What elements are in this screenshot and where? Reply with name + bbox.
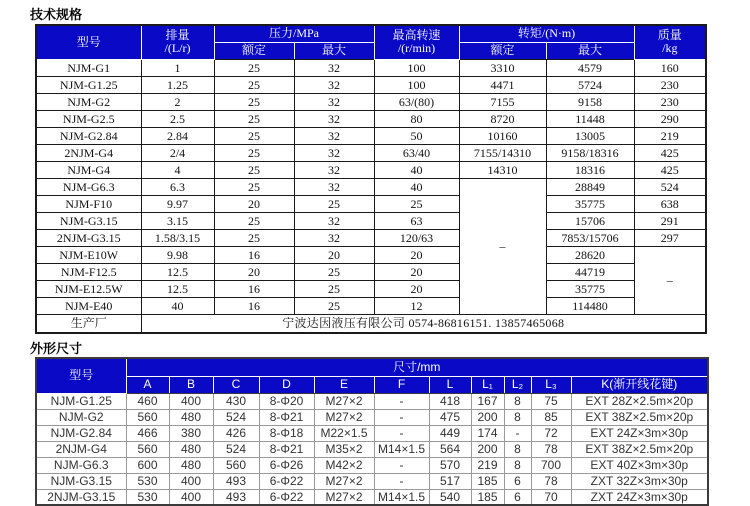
col-header-torque: 转矩/(N·m) [459,25,634,42]
cell-value: M35×2 [314,441,374,457]
cell-value: M14×1.5 [374,489,429,505]
cell-value: 8 [504,457,531,473]
table-row [36,144,706,161]
cell-value: 167 [471,393,504,409]
cell-model: NJM-G2 [36,93,141,110]
cell-value: 524 [634,178,706,195]
cell-model: NJM-G3.15 [36,212,141,229]
cell-value: 4 [141,161,214,178]
cell-model: 2NJM-G3.15 [36,489,126,505]
cell-value: 6-Φ22 [259,489,314,505]
cell-value: - [374,473,429,489]
cell-model: NJM-G2.84 [36,127,141,144]
cell-value: 13005 [546,127,634,144]
cell-value: 430 [213,393,259,409]
cell-value: 8-Φ21 [259,409,314,425]
cell-value: 200 [471,409,504,425]
cell-value: 70 [531,489,571,505]
cell-value: 291 [634,212,706,229]
cell-spline: EXT 38Z×2.5m×20p [571,409,708,425]
col-header-mass [634,25,706,59]
cell-value: 9.97 [141,195,214,212]
table-row [36,441,708,457]
cell-value: 6 [504,473,531,489]
cell-value: 9.98 [141,246,214,263]
cell-value: 32 [294,212,374,229]
cell-value: 2.5 [141,110,214,127]
cell-value: 25 [214,110,294,127]
cell-value: - [374,457,429,473]
cell-model: NJM-G2.5 [36,110,141,127]
cell-spline: EXT 28Z×2.5m×20p [571,393,708,409]
cell-value: 16 [214,297,294,314]
table-row [36,178,706,195]
cell-value: 120/63 [374,229,459,246]
cell-value: 475 [429,409,471,425]
col-header-max-speed [374,25,459,59]
cell-value: 8720 [459,110,546,127]
cell-value: 8-Φ20 [259,393,314,409]
cell-value: 400 [169,489,213,505]
cell-value: 5724 [546,76,634,93]
cell-value: 7853/15706 [546,229,634,246]
cell-value: 185 [471,489,504,505]
cell-value: 560 [213,457,259,473]
cell-value: 564 [429,441,471,457]
cell-value: 20 [214,195,294,212]
cell-value: 560 [126,409,169,425]
manufacturer-row [36,314,706,333]
header-line: /(L/r) [164,41,191,56]
table-row [36,76,706,93]
cell-model: NJM-G2 [36,409,126,425]
cell-value: 418 [429,393,471,409]
cell-value: 25 [294,297,374,314]
cell-merged-mass: – [634,246,706,314]
cell-value: 8 [504,409,531,425]
cell-value: 380 [169,425,213,441]
cell-model: 2NJM-G4 [36,441,126,457]
table-row [36,161,706,178]
table-header-row [36,25,706,42]
cell-value: M27×2 [314,473,374,489]
cell-value: 40 [141,297,214,314]
cell-spline: EXT 38Z×2.5m×20p [571,441,708,457]
cell-value: 460 [126,393,169,409]
cell-value: 8 [504,393,531,409]
cell-value: 32 [294,229,374,246]
cell-value: 25 [214,178,294,195]
cell-model: NJM-E10W [36,246,141,263]
cell-value: 32 [294,144,374,161]
cell-value: 15706 [546,212,634,229]
col-header-pressure-max: 最大 [294,42,374,59]
cell-value: 8 [504,441,531,457]
cell-value: 160 [634,59,706,76]
cell-value: 32 [294,127,374,144]
cell-value: M27×2 [314,489,374,505]
cell-value: M14×1.5 [374,441,429,457]
cell-spline: EXT 40Z×3m×30p [571,457,708,473]
cell-value: 32 [294,178,374,195]
cell-value: M42×2 [314,457,374,473]
tech-specs-table [35,24,707,334]
cell-value: 25 [214,161,294,178]
cell-value: M27×2 [314,393,374,409]
col-header-displacement [141,25,214,59]
col-header-a: A [126,376,169,393]
cell-value: 570 [429,457,471,473]
cell-model: NJM-F12.5 [36,263,141,280]
cell-model: NJM-E40 [36,297,141,314]
table-row [36,127,706,144]
cell-value: 25 [214,144,294,161]
table-row [36,110,706,127]
cell-value: 4471 [459,76,546,93]
cell-value: 35775 [546,280,634,297]
dimensions-table [35,357,709,506]
cell-value: 20 [374,280,459,297]
table-row [36,59,706,76]
cell-value: 32 [294,59,374,76]
cell-value: 28849 [546,178,634,195]
cell-value: 400 [169,473,213,489]
cell-value: 63/40 [374,144,459,161]
cell-value: - [374,425,429,441]
cell-value: 638 [634,195,706,212]
cell-value: 10160 [459,127,546,144]
cell-value: 12.5 [141,280,214,297]
cell-spline: ZXT 32Z×3m×30p [571,473,708,489]
cell-value: 25 [214,127,294,144]
header-line: 质量 [657,28,682,43]
col-header-e: E [314,376,374,393]
cell-value: 25 [214,229,294,246]
cell-value: 20 [294,246,374,263]
cell-value: 8-Φ18 [259,425,314,441]
cell-value: 25 [214,76,294,93]
table-row [36,425,708,441]
cell-value: 4579 [546,59,634,76]
cell-value: 75 [531,393,571,409]
cell-value: 12 [374,297,459,314]
table-row [36,212,706,229]
cell-value: 80 [374,110,459,127]
cell-value: 20 [374,246,459,263]
cell-value: 44719 [546,263,634,280]
table-row [36,195,706,212]
cell-model: NJM-G1.25 [36,393,126,409]
col-header-size-mm: 尺寸/mm [126,358,708,376]
cell-value: 12.5 [141,263,214,280]
cell-value: 25 [214,93,294,110]
cell-value: 600 [126,457,169,473]
cell-value: 20 [214,263,294,280]
cell-value: 63/(80) [374,93,459,110]
cell-model: 2NJM-G4 [36,144,141,161]
table-subheader-row [36,376,708,393]
cell-value: 219 [471,457,504,473]
cell-value: 530 [126,489,169,505]
col-header-l3: L₃ [531,376,571,393]
cell-value: 25 [214,212,294,229]
cell-value: 517 [429,473,471,489]
cell-value: 32 [294,76,374,93]
cell-value: - [374,393,429,409]
cell-value: 40 [374,161,459,178]
cell-value: 50 [374,127,459,144]
cell-value: 25 [374,195,459,212]
cell-value: M22×1.5 [314,425,374,441]
cell-value: 25 [294,195,374,212]
cell-value: 6-Φ26 [259,457,314,473]
cell-value: 1.25 [141,76,214,93]
header-line: /(r/min) [397,41,436,56]
cell-value: 32 [294,93,374,110]
table-row [36,489,708,505]
manufacturer-label: 生产厂 [36,314,141,333]
cell-value: 16 [214,280,294,297]
manufacturer-value: 宁波达因液压有限公司 0574-86816151. 13857465068 [141,314,706,333]
col-header-torque-max: 最大 [546,42,634,59]
section-title-dimensions: 外形尺寸 [30,341,83,356]
cell-value: 425 [634,144,706,161]
table-row [36,246,706,263]
cell-value: 25 [294,263,374,280]
cell-value: 14310 [459,161,546,178]
cell-value: 560 [126,441,169,457]
cell-value: 2 [141,93,214,110]
cell-value: 480 [169,457,213,473]
cell-value: 8-Φ21 [259,441,314,457]
table-row [36,457,708,473]
cell-value: 7155 [459,93,546,110]
table-row [36,409,708,425]
cell-value: 18316 [546,161,634,178]
cell-value: 524 [213,409,259,425]
cell-value: 28620 [546,246,634,263]
cell-value: 480 [169,409,213,425]
cell-model: NJM-G6.3 [36,178,141,195]
cell-model: NJM-G2.84 [36,425,126,441]
col-header-torque-rated: 额定 [459,42,546,59]
table-row [36,263,706,280]
cell-value: 3310 [459,59,546,76]
cell-value: 9158 [546,93,634,110]
col-header-l2: L₂ [504,376,531,393]
cell-value: 466 [126,425,169,441]
cell-value: 85 [531,409,571,425]
cell-value: 25 [294,280,374,297]
cell-value: 7155/14310 [459,144,546,161]
table-row [36,297,706,314]
cell-model: NJM-G3.15 [36,473,126,489]
cell-value: M27×2 [314,409,374,425]
table-row [36,229,706,246]
header-line: 排量 [165,28,190,43]
cell-value: 114480 [546,297,634,314]
cell-value: 11448 [546,110,634,127]
cell-value: 40 [374,178,459,195]
cell-value: 6-Φ22 [259,473,314,489]
cell-value: 425 [634,161,706,178]
cell-value: 63 [374,212,459,229]
cell-model: NJM-G1 [36,59,141,76]
cell-model: NJM-F10 [36,195,141,212]
cell-value: 524 [213,441,259,457]
cell-value: 700 [531,457,571,473]
cell-value: 100 [374,59,459,76]
col-header-l: L [429,376,471,393]
cell-value: 3.15 [141,212,214,229]
cell-value: 540 [429,489,471,505]
cell-value: 2.84 [141,127,214,144]
col-header-l1: L₁ [471,376,504,393]
cell-value: 72 [531,425,571,441]
cell-value: 480 [169,441,213,457]
cell-value: 297 [634,229,706,246]
cell-model: NJM-G6.3 [36,457,126,473]
col-header-c: C [213,376,259,393]
table-row [36,93,706,110]
col-header-pressure: 压力/MPa [214,25,374,42]
cell-merged-rated-torque: – [459,178,546,314]
cell-value: 9158/18316 [546,144,634,161]
cell-value: 32 [294,161,374,178]
cell-value: 6 [504,489,531,505]
cell-value: 1 [141,59,214,76]
cell-model: NJM-G1.25 [36,76,141,93]
cell-value: 493 [213,489,259,505]
cell-value: 100 [374,76,459,93]
cell-value: - [504,425,531,441]
cell-value: 6.3 [141,178,214,195]
cell-value: 200 [471,441,504,457]
cell-value: 400 [169,393,213,409]
cell-value: 1.58/3.15 [141,229,214,246]
col-header-spline: K(渐开线花键) [571,376,708,393]
cell-value: 20 [374,263,459,280]
cell-value: 449 [429,425,471,441]
col-header-model: 型号 [36,358,126,393]
cell-value: 78 [531,441,571,457]
cell-value: 219 [634,127,706,144]
col-header-pressure-rated: 额定 [214,42,294,59]
col-header-b: B [169,376,213,393]
cell-model: NJM-G4 [36,161,141,178]
cell-spline: ZXT 24Z×3m×30p [571,489,708,505]
col-header-d: D [259,376,314,393]
cell-value: 16 [214,246,294,263]
cell-value: 230 [634,93,706,110]
cell-value: 290 [634,110,706,127]
cell-value: 32 [294,110,374,127]
cell-value: 230 [634,76,706,93]
cell-value: 530 [126,473,169,489]
table-header-row [36,358,708,376]
col-header-f: F [374,376,429,393]
cell-value: 174 [471,425,504,441]
header-line: /kg [662,41,678,56]
cell-value: 2/4 [141,144,214,161]
cell-value: 25 [214,59,294,76]
table-row [36,473,708,489]
cell-value: 35775 [546,195,634,212]
cell-value: - [374,409,429,425]
table-row [36,393,708,409]
table-row [36,280,706,297]
section-title-tech-specs: 技术规格 [30,7,83,22]
cell-model: 2NJM-G3.15 [36,229,141,246]
cell-value: 493 [213,473,259,489]
cell-model: NJM-E12.5W [36,280,141,297]
cell-value: 185 [471,473,504,489]
cell-spline: EXT 24Z×3m×30p [571,425,708,441]
header-line: 最高转速 [392,28,441,43]
cell-value: 78 [531,473,571,489]
cell-value: 426 [213,425,259,441]
col-header-model: 型号 [36,25,141,59]
